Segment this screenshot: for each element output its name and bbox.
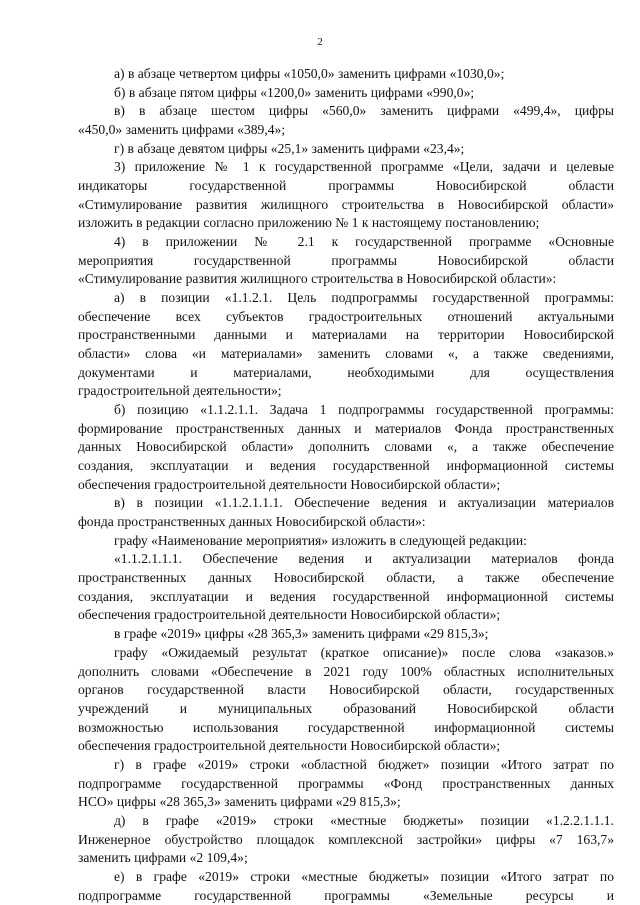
- text-line: учреждений и муниципальных образований Новосибирской области: [78, 700, 614, 716]
- text-line: 3) приложение № 1 к государственной программе «Цели, задачи и целевые: [114, 159, 614, 175]
- text-line: обеспечения градостроительной деятельности Новосибирской области»;: [78, 476, 501, 492]
- text-line: НСО» цифры «28 365,3» заменить цифрами «29 815,3»;: [78, 794, 401, 810]
- text-line: графу «Наименование мероприятия» изложить в следующей редакции:: [114, 532, 527, 548]
- text-line: подпрограмме государственной программы «Фонд пространственных данных: [78, 775, 614, 791]
- text-line: в графе «2019» цифры «28 365,3» заменить цифрами «29 815,3»;: [114, 626, 489, 642]
- text-line: обеспечения градостроительной деятельности Новосибирской области»;: [78, 738, 501, 754]
- text-line: «450,0» заменить цифрами «389,4»;: [78, 122, 286, 138]
- document-body: [78, 65, 614, 905]
- text-line: градостроительной деятельности»;: [78, 383, 282, 399]
- text-line: подпрограмме государственной программы «Земельные ресурсы и: [78, 887, 614, 903]
- text-line: е) в графе «2019» строки «местные бюджеты» позиции «Итого затрат по: [114, 868, 614, 884]
- text-line: пространственными данными и материалами на территории Новосибирской: [78, 327, 614, 343]
- text-line: графу «Ожидаемый результат (краткое описание)» после слова «заказов.»: [114, 644, 614, 660]
- text-line: пространственных данных Новосибирской области, а также обеспечение: [78, 570, 614, 586]
- text-line: в) в абзаце шестом цифры «560,0» заменить цифрами «499,4», цифры: [114, 103, 614, 119]
- text-line: 4) в приложении № 2.1 к государственной программе «Основные: [114, 234, 614, 250]
- text-line: создания, эксплуатации и ведения государственной информационной системы: [78, 458, 614, 474]
- page-number: 2: [317, 36, 323, 48]
- text-line: а) в абзаце четвертом цифры «1050,0» заменить цифрами «1030,0»;: [114, 66, 505, 81]
- text-line: изложить в редакции согласно приложению № 1 к настоящему постановлению;: [78, 215, 540, 231]
- text-line: индикаторы государственной программы Новосибирской области: [78, 178, 614, 194]
- text-line: заменить цифрами «2 109,4»;: [78, 850, 248, 866]
- text-line: возможностью использования государственной информационной системы: [78, 719, 614, 735]
- text-line: фонда пространственных данных Новосибирской области»:: [78, 514, 426, 530]
- text-line: б) в абзаце пятом цифры «1200,0» заменить цифрами «990,0»;: [114, 84, 475, 100]
- text-line: б) позицию «1.1.2.1.1. Задача 1 подпрограммы государственной программы:: [114, 402, 614, 418]
- text-line: документами и материалами, необходимыми для осуществления: [78, 364, 614, 380]
- text-line: дополнить словами «Обеспечение в 2021 году 100% областных исполнительных: [78, 663, 614, 679]
- text-line: «Стимулирование развития жилищного строительства в Новосибирской области»:: [78, 271, 557, 287]
- text-line: обеспечение всех субъектов градостроительных отношений актуальными: [78, 308, 614, 324]
- text-line: данных Новосибирской области» дополнить словами «, а также обеспечение: [78, 439, 614, 455]
- text-line: мероприятия государственной программы Новосибирской области: [78, 252, 614, 268]
- text-line: «Стимулирование развития жилищного строительства в Новосибирской области»: [78, 196, 614, 212]
- text-line: формирование пространственных данных и материалов Фонда пространственных: [78, 420, 614, 436]
- text-line: «1.1.2.1.1.1. Обеспечение ведения и актуализации материалов фонда: [114, 551, 614, 567]
- text-line: Инженерное обустройство площадок комплексной застройки» цифры «7 163,7»: [78, 831, 614, 847]
- text-line: г) в графе «2019» строки «областной бюджет» позиции «Итого затрат по: [114, 756, 614, 772]
- text-line: в) в позиции «1.1.2.1.1.1. Обеспечение ведения и актуализации материалов: [114, 495, 614, 511]
- text-line: создания, эксплуатации и ведения государственной информационной системы: [78, 588, 614, 604]
- text-line: а) в позиции «1.1.2.1. Цель подпрограммы государственной программы:: [114, 290, 614, 306]
- text-line: области» слова «и материалами» заменить словами «, а также сведениями,: [78, 346, 614, 362]
- text-line: органов государственной власти Новосибирской области, государственных: [78, 682, 614, 698]
- text-line: г) в абзаце девятом цифры «25,1» заменить цифрами «23,4»;: [114, 140, 465, 156]
- text-line: д) в графе «2019» строки «местные бюджеты» позиции «1.2.2.1.1.1.: [114, 812, 614, 828]
- text-line: обеспечения градостроительной деятельности Новосибирской области»;: [78, 607, 501, 623]
